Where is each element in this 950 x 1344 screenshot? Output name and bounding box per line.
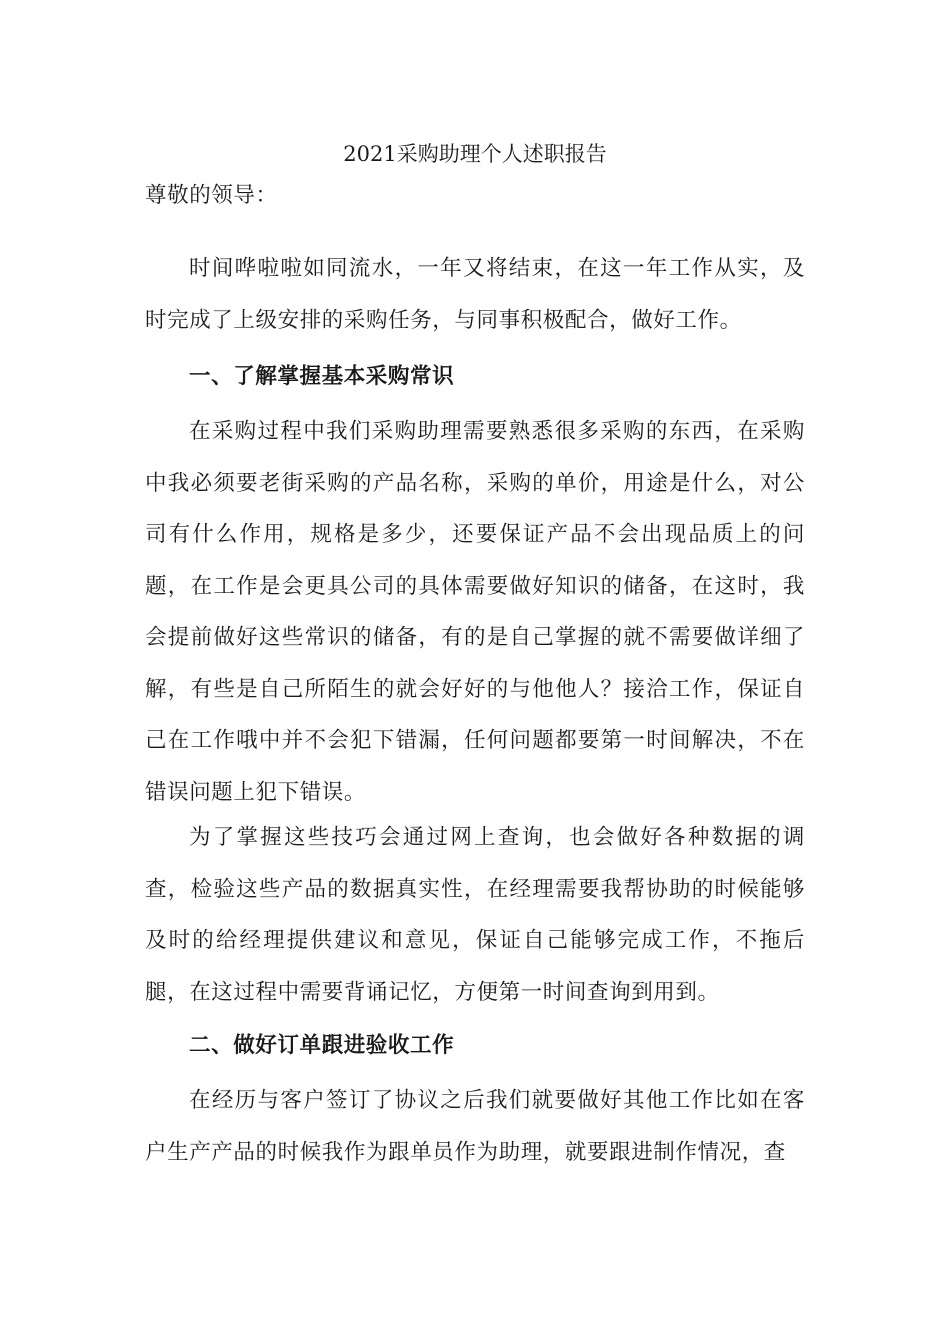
salutation: 尊敬的领导： (145, 183, 278, 208)
paragraph-section-1-a: 在采购过程中我们采购助理需要熟悉很多采购的东西，在采购中我必须要老街采购的产品名称，采购的单价，用途是什么，对公司有什么作用，规格是多少，还要保证产品不会出现品质上的问题，在工作是会更具公司的具体需要做好知识的储备，在这时，我会提前做好这些常识的储备，有的是自己掌握的就不需要做详细了解，有些是自己所陌生的就会好好的与他他人？接洽工作，保证自己在工作哦中并不会犯下错漏，任何问题都要第一时间解决，不在错误问题上犯下错误。 (145, 419, 805, 805)
section-heading-2: 二、做好订单跟进验收工作 (189, 1033, 455, 1058)
section-heading-1: 一、了解掌握基本采购常识 (189, 364, 455, 389)
document-title: 2021采购助理个人述职报告 (343, 142, 607, 166)
paragraph-intro: 时间哗啦啦如同流水，一年又将结束，在这一年工作从实，及时完成了上级安排的采购任务，与同事积极配合，做好工作。 (145, 256, 805, 333)
paragraph-section-1-b: 为了掌握这些技巧会通过网上查询，也会做好各种数据的调查，检验这些产品的数据真实性，在经理需要我帮协助的时候能够及时的给经理提供建议和意见，保证自己能够完成工作，不拖后腿，在这过程中需要背诵记忆，方便第一时间查询到用到。 (145, 825, 805, 1005)
paragraph-section-2: 在经历与客户签订了协议之后我们就要做好其他工作比如在客户生产产品的时候我作为跟单员作为助理，就要跟进制作情况，查 (145, 1088, 805, 1165)
